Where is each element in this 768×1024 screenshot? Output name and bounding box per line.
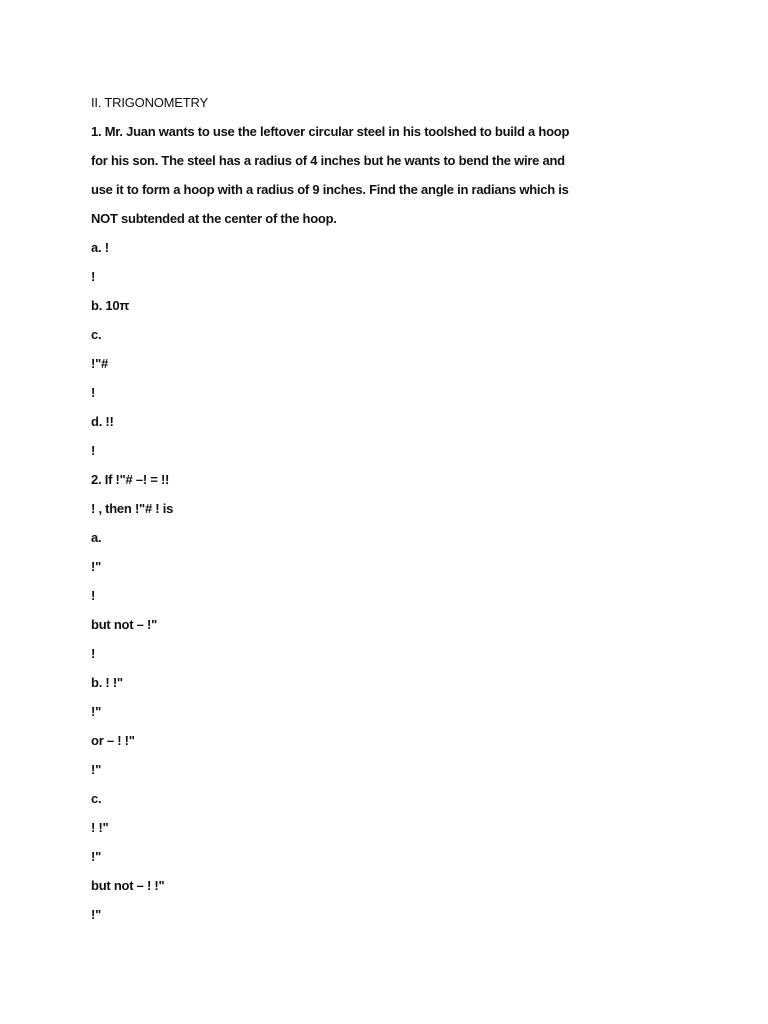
q2-option-a-line-4: but not – !" <box>91 617 157 632</box>
question-2-line-2: ! , then !"# ! is <box>91 501 174 516</box>
option-a: a. ! <box>91 240 109 255</box>
question-1-line-3: use it to form a hoop with a radius of 9 inches. Find the angle in radians which is <box>91 182 569 197</box>
q2-option-c-line-4: but not – ! !" <box>91 878 165 893</box>
q2-option-c-line-3: !" <box>91 849 101 864</box>
q2-option-c-line-2: ! !" <box>91 820 109 835</box>
q2-option-a-line-3: ! <box>91 588 96 603</box>
document-page <box>91 88 731 929</box>
q2-option-b-line-2: !" <box>91 704 101 719</box>
question-2-line-1: 2. If !"# –! = !! <box>91 472 170 487</box>
q2-option-b-line-3: or – ! !" <box>91 733 135 748</box>
option-a-continued: ! <box>91 269 96 284</box>
section-heading: II. TRIGONOMETRY <box>91 95 208 110</box>
q2-option-c: c. <box>91 791 102 806</box>
option-d-continued: ! <box>91 443 96 458</box>
question-1-line-4: NOT subtended at the center of the hoop. <box>91 211 337 226</box>
question-1-line-1: 1. Mr. Juan wants to use the leftover circular steel in his toolshed to build a hoop <box>91 124 570 139</box>
option-c-line-2: !"# <box>91 356 108 371</box>
option-c: c. <box>91 327 102 342</box>
q2-option-a-line-5: ! <box>91 646 96 661</box>
q2-option-c-line-5: !" <box>91 907 101 922</box>
option-c-line-3: ! <box>91 385 96 400</box>
question-1-line-2: for his son. The steel has a radius of 4 inches but he wants to bend the wire and <box>91 153 565 168</box>
q2-option-b: b. ! !" <box>91 675 123 690</box>
option-b: b. 10π <box>91 298 130 313</box>
q2-option-a-line-2: !" <box>91 559 101 574</box>
q2-option-b-line-4: !" <box>91 762 101 777</box>
option-d: d. !! <box>91 414 114 429</box>
q2-option-a: a. <box>91 530 102 545</box>
